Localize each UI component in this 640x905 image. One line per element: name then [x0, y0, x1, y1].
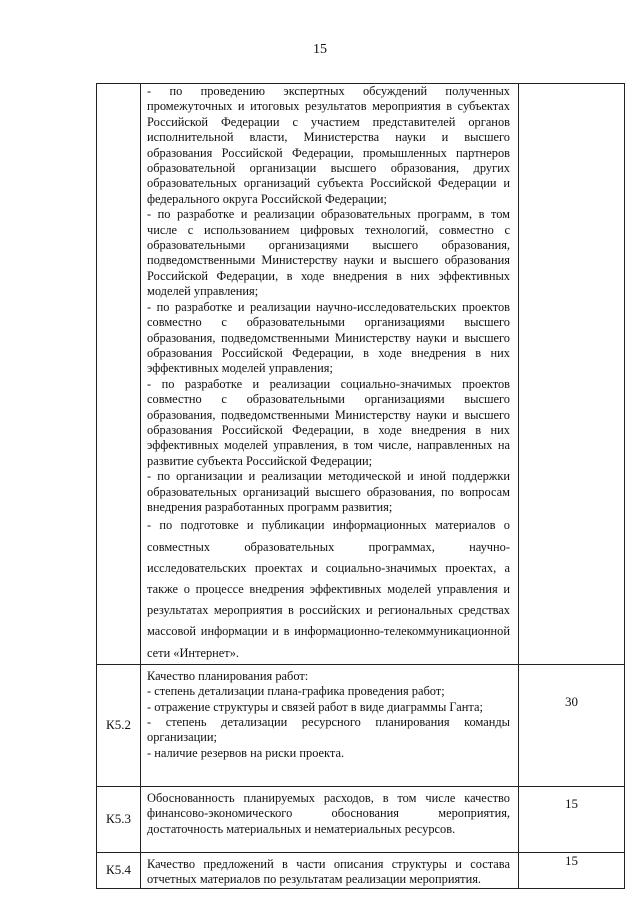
criterion-description-cell — [141, 852, 519, 888]
description-line: - степень детализации ресурсного планирования команды организации; — [147, 715, 510, 745]
description-line: Обоснованность планируемых расходов, в том числе качество финансово-экономического обоснования мероприятия, достаточность материальных и нематериальных ресурсов. — [147, 790, 510, 836]
criterion-code-cell: К5.4 — [97, 852, 141, 888]
table-row — [97, 852, 625, 888]
criterion-score-cell: 30 — [519, 664, 625, 786]
description-line: Качество предложений в части описания структуры и состава отчетных материалов по результатам реализации мероприятия. — [147, 856, 510, 887]
criterion-score-cell: 15 — [519, 786, 625, 852]
description-paragraph: - по разработке и реализации социально-значимых проектов совместно с образовательными организациями высшего образования, подведомственными Министерству науки и высшего образования Российской Федерации, в ходе внедрения в них эффективных моделей управления, в том числе, направленных на развитие субъекта Российской Федерации; — [147, 376, 510, 468]
description-paragraph: - по организации и реализации методической и иной поддержки образовательных организаций высшего образования, по вопросам внедрения разработанных программ развития; — [147, 469, 510, 514]
page-number: 15 — [313, 42, 327, 57]
criterion-score-cell — [519, 84, 625, 665]
description-line: Качество планирования работ: — [147, 668, 309, 683]
criteria-table — [96, 83, 625, 889]
criterion-code-cell: К5.2 — [97, 664, 141, 786]
table-row — [97, 84, 625, 665]
description-line: - степень детализации плана-графика проведения работ; — [147, 684, 445, 699]
table-row — [97, 664, 625, 786]
description-paragraph: - по разработке и реализации научно-исследовательских проектов совместно с образовательными организациями высшего образования, подведомственными Министерству науки и высшего образования Российской Федерации, в ходе внедрения в них эффективных моделей управления; — [147, 299, 510, 376]
criterion-description-cell — [141, 786, 519, 852]
description-paragraph: - по разработке и реализации образовательных программ, в том числе с использованием цифровых технологий, совместно с образовательными организациями высшего образования, подведомственными Министерству науки и высшего образования Российской Федерации, в ходе внедрения в них эффективных моделей управления; — [147, 207, 510, 299]
description-paragraph: - по подготовке и публикации информационных материалов о совместных образовательных программах, научно-исследовательских проектах и социально-значимых проектах, а также о процессе внедрения эффективных моделей управления и результатах мероприятия в российских и региональных средствах массовой информации и в информационно-телекоммуникационной сети «Интернет». — [147, 518, 510, 660]
description-paragraph: - по проведению экспертных обсуждений полученных промежуточных и итоговых результатов мероприятия в субъектах Российской Федерации с участием представителей органов исполнительной власти, Министерства науки и высшего образования Российской Федерации, промышленных партнеров образовательной организации высшего образования, других образовательных организаций субъекта Российской Федерации и федерального округа Российской Федерации; — [147, 84, 510, 206]
criterion-description-cell — [141, 84, 519, 665]
criterion-code-cell: К5.3 — [97, 786, 141, 852]
criterion-code-cell — [97, 84, 141, 665]
criterion-description-cell — [141, 664, 519, 786]
description-line: - отражение структуры и связей работ в виде диаграммы Ганта; — [147, 699, 483, 714]
criterion-score-cell: 15 — [519, 852, 625, 888]
description-line: - наличие резервов на риски проекта. — [147, 745, 345, 760]
table-row — [97, 786, 625, 852]
